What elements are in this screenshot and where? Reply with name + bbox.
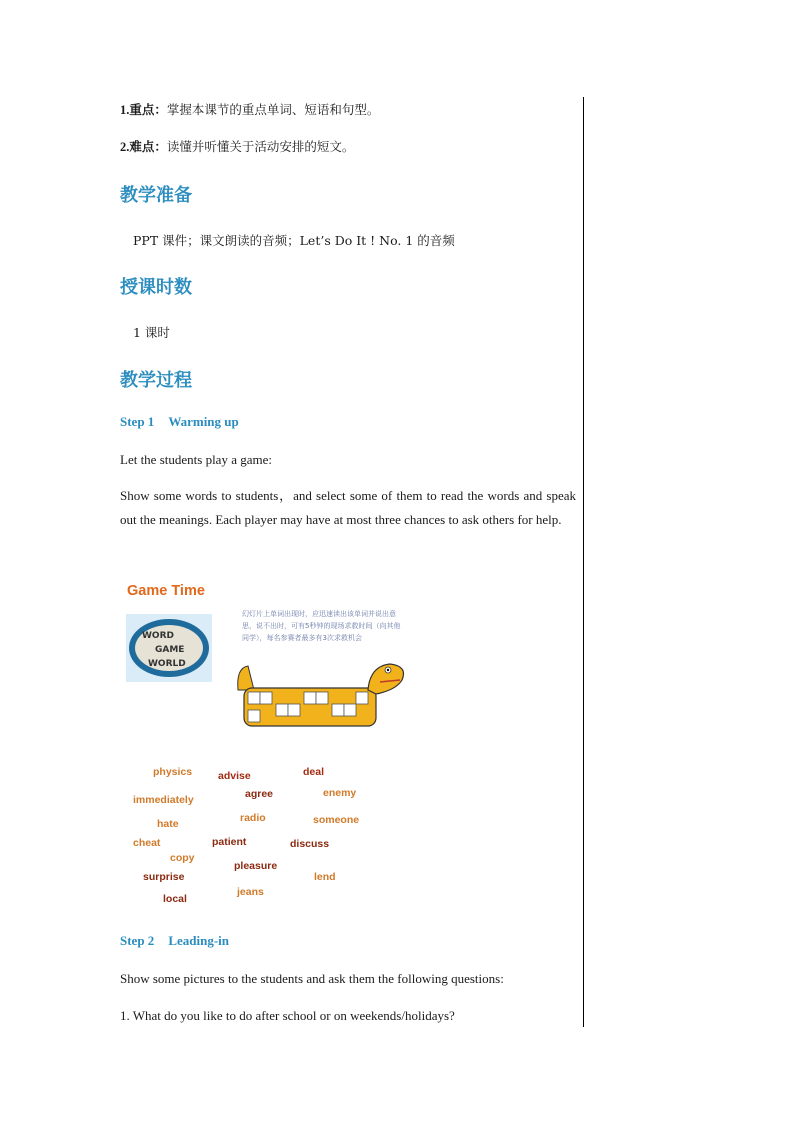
word-item: enemy <box>323 787 357 799</box>
word-item: hate <box>157 818 179 830</box>
hours-text: 1 课时 <box>133 325 170 340</box>
word-item: agree <box>245 788 274 800</box>
step1-title: Warming up <box>168 414 239 429</box>
step1-heading <box>120 414 239 430</box>
objective-2-text: 读懂并听懂关于活动安排的短文。 <box>166 139 355 154</box>
crocodile-crossword-illustration <box>230 660 412 728</box>
question-1: 1. What do you like to do after school or on weekends/holidays? <box>120 1008 455 1023</box>
word-item: cheat <box>133 837 161 849</box>
margin-rule <box>583 97 584 1027</box>
step1-paragraph: Show some words to students，and select some of them to read the words and speak out the meanings. Each player may have at most three chances to ask others for help. <box>120 488 576 527</box>
objective-2-label: 2.难点： <box>120 140 167 154</box>
game-time-image <box>120 580 412 730</box>
heading-hours: 授课时数 <box>120 277 192 298</box>
word-item: pleasure <box>234 860 278 872</box>
word-item: deal <box>303 766 325 778</box>
word-item: radio <box>240 812 266 824</box>
word-item: discuss <box>290 838 330 850</box>
word-item: copy <box>170 852 195 864</box>
step2-heading <box>120 933 229 949</box>
word-item: surprise <box>143 871 185 883</box>
word-item: advise <box>218 770 251 782</box>
heading-process: 教学过程 <box>120 370 192 391</box>
step1-intro: Let the students play a game: <box>120 452 272 467</box>
heading-prep: 教学准备 <box>120 185 192 206</box>
word-item: immediately <box>133 794 194 806</box>
game-title: Game Time <box>127 583 205 599</box>
logo-world-text: WORLD <box>148 659 186 669</box>
word-item: patient <box>212 836 247 848</box>
logo-word-text: WORD <box>142 631 174 641</box>
word-item: jeans <box>237 886 264 898</box>
objective-1-label: 1.重点： <box>120 103 167 117</box>
word-item: local <box>163 893 187 905</box>
objective-1-text: 掌握本课节的重点单词、短语和句型。 <box>166 102 380 117</box>
word-item: physics <box>153 766 193 778</box>
game-note: 幻灯片上单词出现时，应迅速读出该单词并说出意思，说不出时，可有5秒钟的现场求救时间（向其他同学），每名参赛者最多有3次求救机会 <box>242 610 401 642</box>
logo-game-text: GAME <box>155 645 185 655</box>
step2-intro: Show some pictures to the students and ask them the following questions: <box>120 971 504 986</box>
step2-title: Leading-in <box>168 933 229 948</box>
objective-1 <box>120 100 379 118</box>
prep-text: PPT 课件；课文朗读的音频；Let’s Do It ! No. 1 的音频 <box>133 233 455 248</box>
word-item: someone <box>313 814 360 826</box>
step2-number: Step 2 <box>120 933 155 948</box>
step1-number: Step 1 <box>120 414 155 429</box>
objective-2 <box>120 137 354 155</box>
word-game-world-logo <box>126 614 212 682</box>
word-item: lend <box>314 871 336 883</box>
